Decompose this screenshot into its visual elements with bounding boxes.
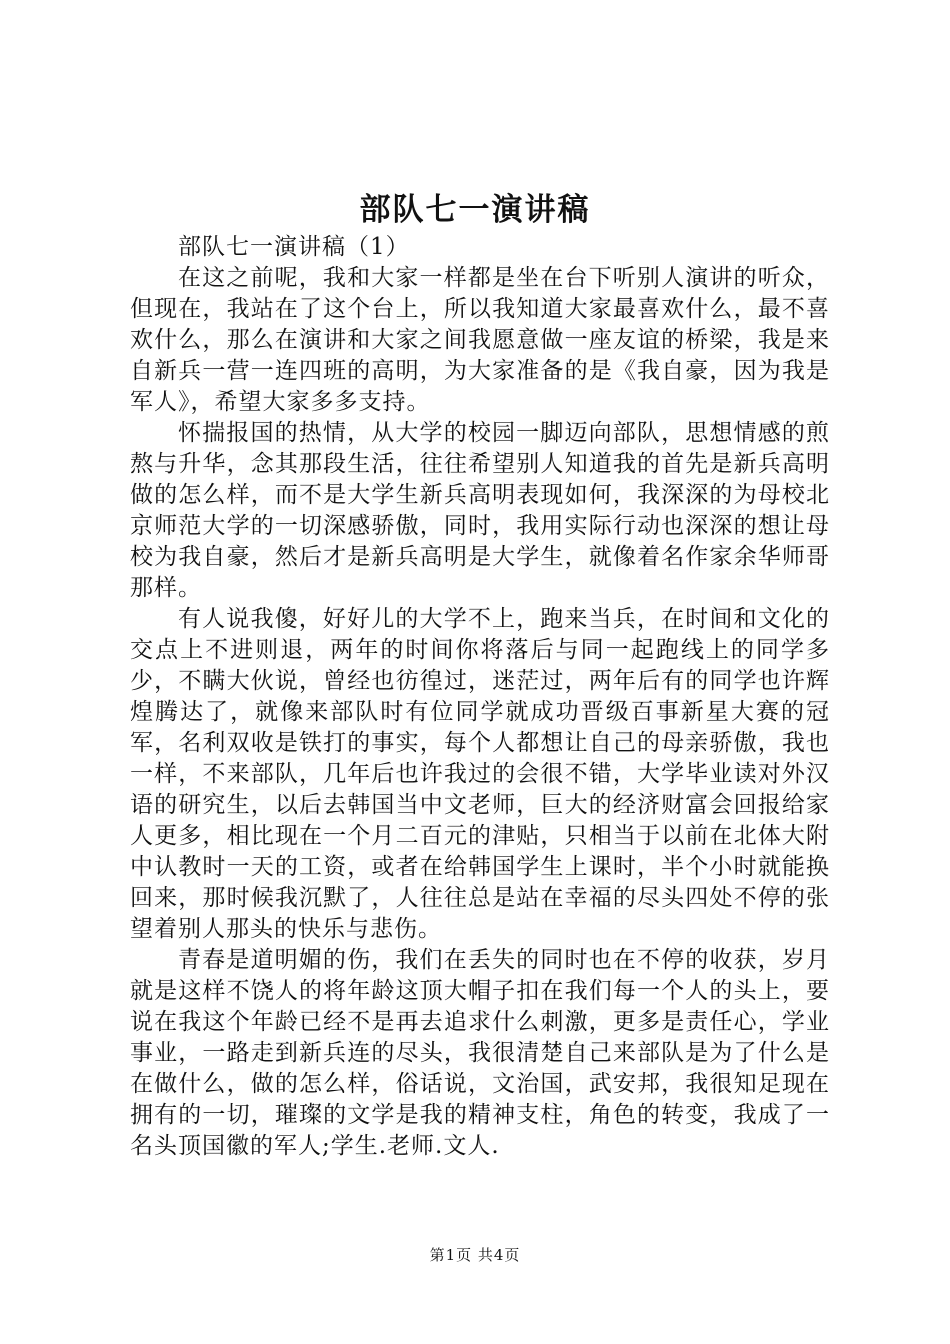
paragraph-1: 在这之前呢，我和大家一样都是坐在台下听别人演讲的听众，但现在，我站在了这个台上，所以我知道大家最喜欢什么，最不喜欢什么，那么在演讲和大家之间我愿意做一座友谊的桥梁，我是来自新兵一营一连四班的高明，为大家准备的是《我自豪，因为我是军人》，希望大家多多支持。 [130,265,830,415]
document-body [130,232,830,1162]
paragraph-2: 怀揣报国的热情，从大学的校园一脚迈向部队，思想情感的煎熬与升华，念其那段生活，往往希望别人知道我的首先是新兵高明做的怎么样，而不是大学生新兵高明表现如何，我深深的为母校北京师范大学的一切深感骄傲，同时，我用实际行动也深深的想让母校为我自豪，然后才是新兵高明是大学生，就像着名作家余华师哥那样。 [130,420,830,601]
document-title: 部队七一演讲稿 [359,192,591,228]
paragraph-3: 有人说我傻，好好儿的大学不上，跑来当兵，在时间和文化的交点上不进则退，两年的时间你将落后与同一起跑线上的同学多少，不瞒大伙说，曾经也彷徨过，迷茫过，两年后有的同学也许辉煌腾达了，就像来部队时有位同学就成功晋级百事新星大赛的冠军，名利双收是铁打的事实，每个人都想让自己的母亲骄傲，我也一样，不来部队，几年后也许我过的会很不错，大学毕业读对外汉语的研究生，以后去韩国当中文老师，巨大的经济财富会回报给家人更多，相比现在一个月二百元的津贴，只相当于以前在北体大附中认教时一天的工资，或者在给韩国学生上课时，半个小时就能换回来，那时候我沉默了，人往往总是站在幸福的尽头四处不停的张望着别人那头的快乐与悲伤。 [130,606,830,942]
paragraph-4: 青春是道明媚的伤，我们在丢失的同时也在不停的收获，岁月就是这样不饶人的将年龄这顶大帽子扣在我们每一个人的头上，要说在我这个年龄已经不是再去追求什么刺激，更多是责任心，学业事业，一路走到新兵连的尽头，我很清楚自己来部队是为了什么是在做什么，做的怎么样，俗话说，文治国，武安邦，我很知足现在拥有的一切，璀璨的文学是我的精神支柱，角色的转变，我成了一名头顶国徽的军人;学生.老师.文人. [130,947,830,1159]
section-heading: 部队七一演讲稿（1） [178,234,410,260]
page-footer: 第1页 共4页 [429,1246,521,1264]
